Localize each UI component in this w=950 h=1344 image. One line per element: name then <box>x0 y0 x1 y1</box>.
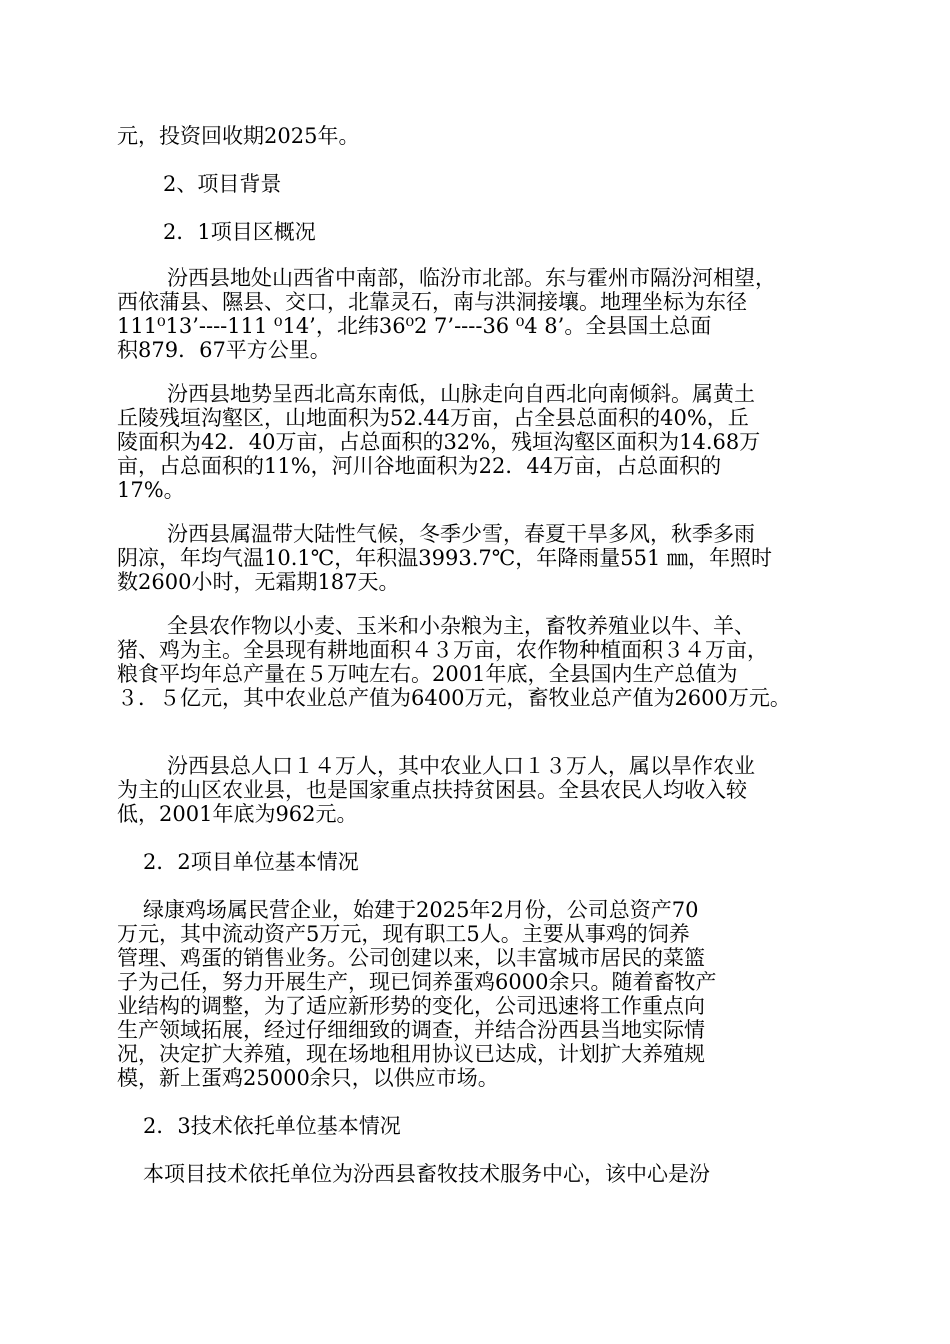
text-line: 数2600小时，无霜期187天。 <box>117 570 400 594</box>
text-line: 汾西县地处山西省中南部，临汾市北部。东与霍州市隔汾河相望， <box>167 266 776 290</box>
text-line: 本项目技术依托单位为汾西县畜牧技术服务中心，该中心是汾 <box>143 1162 710 1186</box>
text-line: 为主的山区农业县，也是国家重点扶持贫困县。全县农民人均收入较 <box>117 778 747 802</box>
text-line: 万元，其中流动资产5万元，现有职工5人。主要从事鸡的饲养 <box>117 922 690 946</box>
text-line: 积879．67平方公里。 <box>117 338 331 362</box>
text-line: 汾西县地势呈西北高东南低，山脉走向自西北向南倾斜。属黄土 <box>167 382 755 406</box>
text-line: 业结构的调整，为了适应新形势的变化，公司迅速将工作重点向 <box>117 994 705 1018</box>
subsection-heading: 2．1项目区概况 <box>163 220 316 244</box>
text-line: 阴凉，年均气温10.1℃，年积温3993.7℃，年降雨量551 ㎜，年照时 <box>117 546 772 570</box>
text-line: 亩，占总面积的11%，河川谷地面积为22．44万亩，占总面积的 <box>117 454 722 478</box>
text-line: 汾西县属温带大陆性气候，冬季少雪，春夏干旱多风，秋季多雨 <box>167 522 755 546</box>
text-line: 汾西县总人口１４万人，其中农业人口１３万人，属以旱作农业 <box>167 754 755 778</box>
text-line: ３．５亿元，其中农业总产值为6400万元，畜牧业总产值为2600万元。 <box>117 686 791 710</box>
section-heading: 2、项目背景 <box>163 172 282 196</box>
text-line: 丘陵残垣沟壑区，山地面积为52.44万亩，占全县总面积的40%，丘 <box>117 406 749 430</box>
text-line: 元，投资回收期2025年。 <box>117 124 360 148</box>
text-line: 西依蒲县、隰县、交口，北靠灵石，南与洪洞接壤。地理坐标为东径 <box>117 290 747 314</box>
text-line: 绿康鸡场属民营企业，始建于2025年2月份，公司总资产70 <box>143 898 699 922</box>
text-line: 17%。 <box>117 478 185 502</box>
text-line: 管理、鸡蛋的销售业务。公司创建以来，以丰富城市居民的菜篮 <box>117 946 705 970</box>
subsection-heading: 2．2项目单位基本情况 <box>143 850 359 874</box>
text-line: 况，决定扩大养殖，现在场地租用协议已达成，计划扩大养殖规 <box>117 1042 705 1066</box>
text-line: 陵面积为42．40万亩，占总面积的32%，残垣沟壑区面积为14.68万 <box>117 430 761 454</box>
text-line: 低，2001年底为962元。 <box>117 802 358 826</box>
text-line: 生产领域拓展，经过仔细细致的调查，并结合汾西县当地实际情 <box>117 1018 705 1042</box>
text-line: 111⁰13’----111 ⁰14’，北纬36⁰2 7’----36 ⁰4 8’。全县国土总面 <box>117 314 712 338</box>
text-line: 全县农作物以小麦、玉米和小杂粮为主，畜牧养殖业以牛、羊、 <box>167 614 755 638</box>
text-line: 子为己任，努力开展生产，现已饲养蛋鸡6000余只。随着畜牧产 <box>117 970 717 994</box>
text-line: 粮食平均年总产量在５万吨左右。2001年底，全县国内生产总值为 <box>117 662 738 686</box>
text-line: 模，新上蛋鸡25000余只，以供应市场。 <box>117 1066 499 1090</box>
subsection-heading: 2．3技术依托单位基本情况 <box>143 1114 401 1138</box>
text-line: 猪、鸡为主。全县现有耕地面积４３万亩，农作物种植面积３４万亩， <box>117 638 768 662</box>
